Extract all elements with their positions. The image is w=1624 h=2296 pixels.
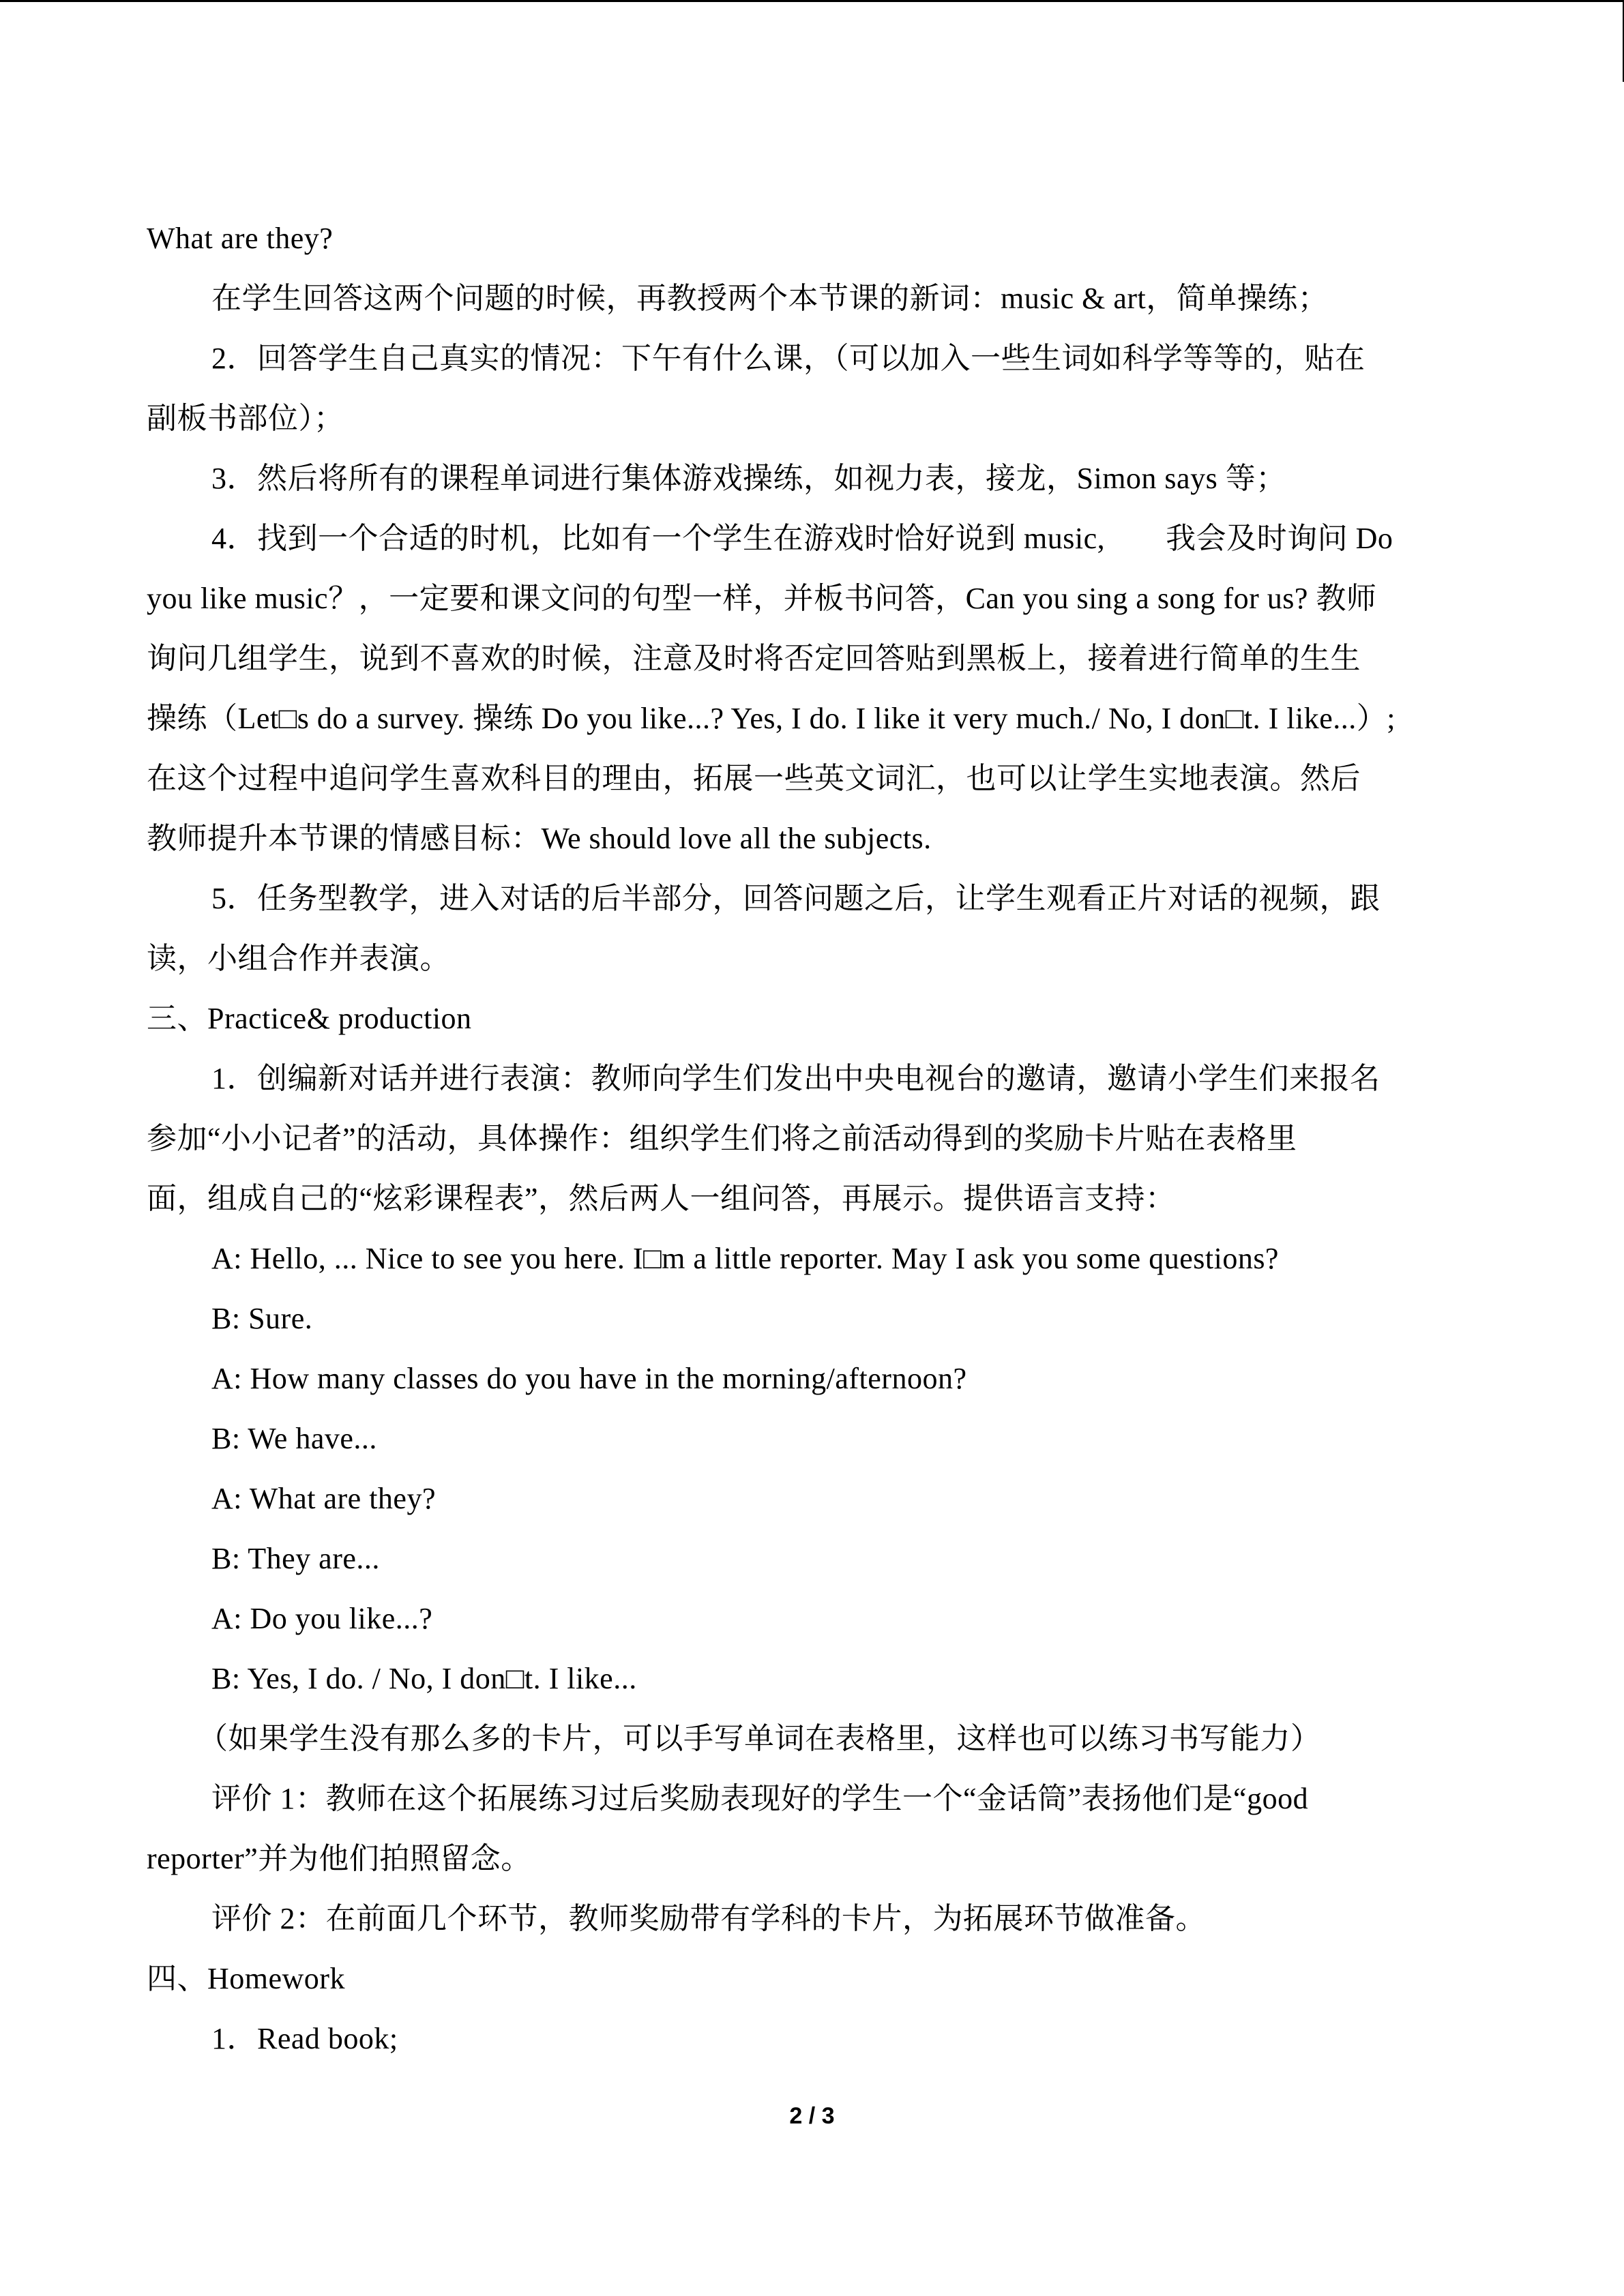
dialogue-line: B: We have... (211, 1422, 377, 1455)
top-border (0, 0, 1624, 2)
text-line: （如果学生没有那么多的卡片，可以手写单词在表格里，这样也可以练习书写能力） (198, 1722, 1321, 1755)
page-number: 2 / 3 (789, 2103, 835, 2129)
text-line: 教师提升本节课的情感目标：We should love all the subjects. (147, 822, 932, 855)
dialogue-line: B: Sure. (211, 1302, 313, 1335)
text-line: 在这个过程中追问学生喜欢科目的理由，拓展一些英文词汇，也可以让学生实地表演。然后 (147, 762, 1361, 795)
text-line: 参加“小小记者”的活动，具体操作：组织学生们将之前活动得到的奖励卡片贴在表格里 (147, 1122, 1297, 1155)
text-line: 2．回答学生自己真实的情况：下午有什么课，（可以加入一些生词如科学等等的，贴在 (211, 342, 1365, 375)
dialogue-line: B: Yes, I do. / No, I don□t. I like... (211, 1662, 637, 1695)
text-line: 操练（Let□s do a survey. 操练 Do you like...? Yes, I do. I like it very much./ No, I don□t. I like...）; (147, 702, 1396, 735)
section-heading: 三、Practice& production (147, 1002, 472, 1035)
text-line: 3．然后将所有的课程单词进行集体游戏操练，如视力表，接龙，Simon says 等； (211, 462, 1286, 495)
text-line: 5．任务型教学，进入对话的后半部分，回答问题之后，让学生观看正片对话的视频，跟 (211, 882, 1381, 915)
section-heading: 四、Homework (147, 1962, 345, 1995)
text-line: 在学生回答这两个问题的时候，再教授两个本节课的新词：music & art，简单操练； (211, 282, 1329, 315)
text-line: you like music？，一定要和课文问的句型一样，并板书问答，Can you sing a song for us? 教师 (147, 582, 1377, 615)
dialogue-line: B: They are... (211, 1542, 380, 1575)
text-line: 面，组成自己的“炫彩课程表”，然后两人一组问答，再展示。提供语言支持： (147, 1182, 1176, 1215)
text-line: 评价 2：在前面几个环节，教师奖励带有学科的卡片，为拓展环节做准备。 (211, 1902, 1206, 1935)
dialogue-line: A: How many classes do you have in the morning/afternoon? (211, 1362, 967, 1395)
text-line: 1．Read book; (211, 2022, 398, 2055)
text-line: 询问几组学生，说到不喜欢的时候，注意及时将否定回答贴到黑板上，接着进行简单的生生 (147, 642, 1361, 675)
dialogue-line: A: What are they? (211, 1482, 436, 1515)
dialogue-line: A: Hello, ... Nice to see you here. I□m a little reporter. May I ask you some questions? (211, 1242, 1279, 1275)
text-line: 读，小组合作并表演。 (147, 942, 450, 975)
text-line: 评价 1：教师在这个拓展练习过后奖励表现好的学生一个“金话筒”表扬他们是“good (211, 1782, 1309, 1815)
text-line: reporter”并为他们拍照留念。 (147, 1842, 531, 1875)
text-line: What are they? (147, 222, 334, 255)
text-line: 副板书部位）； (147, 402, 344, 435)
text-line: 4．找到一个合适的时机，比如有一个学生在游戏时恰好说到 music, 我会及时询问 Do (211, 522, 1393, 555)
dialogue-line: A: Do you like...? (211, 1602, 433, 1635)
text-line: 1．创编新对话并进行表演：教师向学生们发出中央电视台的邀请，邀请小学生们来报名 (211, 1062, 1381, 1095)
